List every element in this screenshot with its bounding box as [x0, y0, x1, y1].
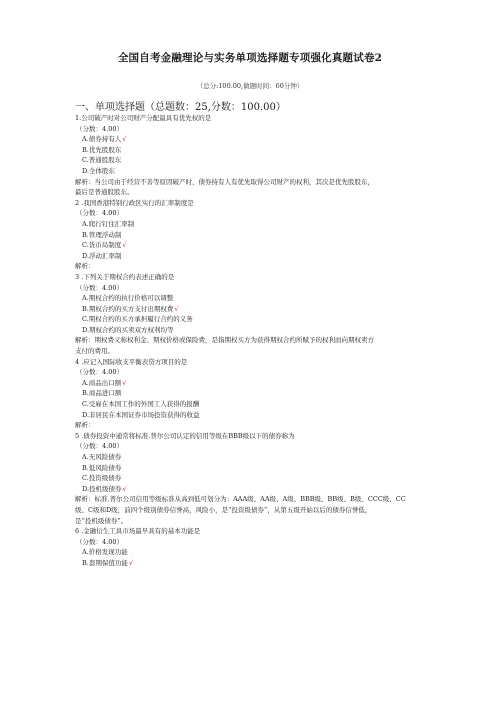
document-title: 全国自考金融理论与实务单项选择题专项强化真题试卷2 — [117, 52, 383, 64]
option-text: A.无风险债券 — [82, 453, 122, 461]
question-block — [75, 198, 425, 272]
answer-option — [75, 240, 425, 251]
option-text: B.低风险债券 — [82, 463, 122, 472]
option-text: B.管理浮动制 — [82, 230, 122, 239]
option-text: D.全体股东 — [82, 166, 116, 175]
analysis-block — [75, 335, 425, 356]
answer-option — [75, 547, 425, 558]
question-block — [75, 272, 425, 357]
option-text: A.商品出口额 — [82, 378, 122, 387]
analysis-line: 解析：当公司由于经营不善等原因破产时，债券持有人有优先取得公司财产的权利，其次是优先股股东， — [75, 177, 374, 186]
question-stem: 4 .应记入国际收支平衡表贷方项目的是 — [75, 357, 188, 366]
answer-option — [75, 251, 425, 262]
question-score: （分数：4.00） — [76, 209, 123, 218]
correct-check-icon: √ — [122, 241, 127, 250]
answer-option — [75, 473, 425, 484]
answer-option — [75, 219, 425, 230]
option-text: A.期权合约的执行价格可以调整 — [82, 294, 174, 303]
question-stem: 2 .我国香港特别行政区实行的汇率制度是 — [75, 198, 194, 207]
option-text: D.浮动汇率制 — [82, 251, 122, 260]
question-block — [75, 113, 425, 198]
answer-option — [75, 293, 425, 304]
question-stem: 3 .下列关于期权合约表述正确的是 — [75, 272, 175, 281]
analysis-block — [75, 177, 425, 198]
correct-check-icon: √ — [122, 378, 127, 387]
analysis-line: 解析：标准.普尔公司信用等级标准从高到低可划分为：AAA级、AA级、A级、BBB级、BB级、B级、CCC级、CC — [75, 495, 406, 504]
question-score: （分数：4.00） — [76, 124, 123, 133]
question-block — [75, 431, 425, 526]
option-text: C.期权合约的买方承担履行合约的义务 — [82, 315, 193, 324]
option-text: D.投机级债券 — [82, 484, 122, 493]
option-text: D.期权合约的买卖双方权利均等 — [82, 325, 174, 334]
option-text: C.货币局制度 — [82, 241, 122, 250]
question-list — [75, 113, 425, 569]
question-score: （分数：4.00） — [76, 368, 123, 377]
answer-option — [75, 558, 425, 569]
question-stem: 5 .债券投资中通常将标准.普尔公司认定的信用等级在BBB级以下的债券称为 — [75, 431, 295, 440]
correct-check-icon: √ — [128, 558, 133, 567]
question-stem: 1.公司破产时对公司财产分配最具有优先权的是 — [75, 114, 212, 122]
answer-option — [75, 378, 425, 389]
option-text: D.非居民在本国证券市场投资获得的收益 — [82, 410, 200, 419]
answer-option — [75, 484, 425, 495]
option-text: B.商品进口额 — [82, 389, 122, 398]
option-text: A.价格发现功能 — [82, 548, 128, 557]
answer-option — [75, 304, 425, 315]
option-text: B.优先股股东 — [82, 145, 122, 154]
analysis-line: 解析：期权费又称权利金、期权价格或保险费，是指期权买方为获得期权合约所赋予的权利而向期权卖方 — [75, 336, 374, 345]
option-text: B.套期保值功能 — [82, 558, 128, 567]
answer-option — [75, 155, 425, 166]
option-text: C.普通股股东 — [82, 156, 122, 165]
option-text: A.爬行钉住汇率制 — [82, 219, 135, 228]
question-block — [75, 357, 425, 431]
correct-check-icon: √ — [174, 304, 179, 313]
analysis-label: 解析： — [75, 262, 95, 271]
analysis-block — [75, 420, 425, 431]
question-score: （分数：4.00） — [76, 537, 123, 546]
correct-check-icon: √ — [122, 135, 127, 144]
question-score: （分数：4.00） — [76, 442, 123, 451]
answer-option — [75, 452, 425, 463]
exam-meta: （总分:100.00,做题时间：60分钟） — [196, 82, 304, 90]
answer-option — [75, 230, 425, 241]
answer-option — [75, 134, 425, 145]
answer-option — [75, 410, 425, 421]
option-text: A.债券持有人 — [82, 135, 122, 144]
answer-option — [75, 463, 425, 474]
question-score: （分数：4.00） — [76, 283, 123, 292]
analysis-line: 支付的费用。 — [75, 347, 114, 356]
analysis-block — [75, 494, 425, 526]
answer-option — [75, 325, 425, 336]
analysis-block — [75, 261, 425, 272]
answer-option — [75, 388, 425, 399]
section-heading: 一、单项选择题（总题数：25,分数：100.00） — [75, 102, 286, 113]
answer-option — [75, 145, 425, 156]
answer-option — [75, 399, 425, 410]
option-text: B.期权合约的买方支付出期权费 — [82, 304, 174, 313]
answer-option — [75, 314, 425, 325]
analysis-line: 最后是普通股股东。 — [75, 188, 134, 197]
question-stem: 6 .金融衍生工具市场最早具有的基本功能是 — [75, 527, 201, 536]
analysis-line: 是“投机级债券”。 — [75, 516, 128, 525]
answer-option — [75, 166, 425, 177]
analysis-label: 解析： — [75, 421, 95, 430]
question-block — [75, 526, 425, 568]
option-text: C.投资级债券 — [82, 474, 122, 483]
analysis-line: 级、C级和D级，前四个级别债券信誉高，风险小，是“投资级债券”，从第五级开始以后的债券信誉低， — [75, 505, 372, 514]
option-text: C.受雇在本国工作的外国工人获得的报酬 — [82, 400, 200, 409]
correct-check-icon: √ — [122, 484, 127, 493]
